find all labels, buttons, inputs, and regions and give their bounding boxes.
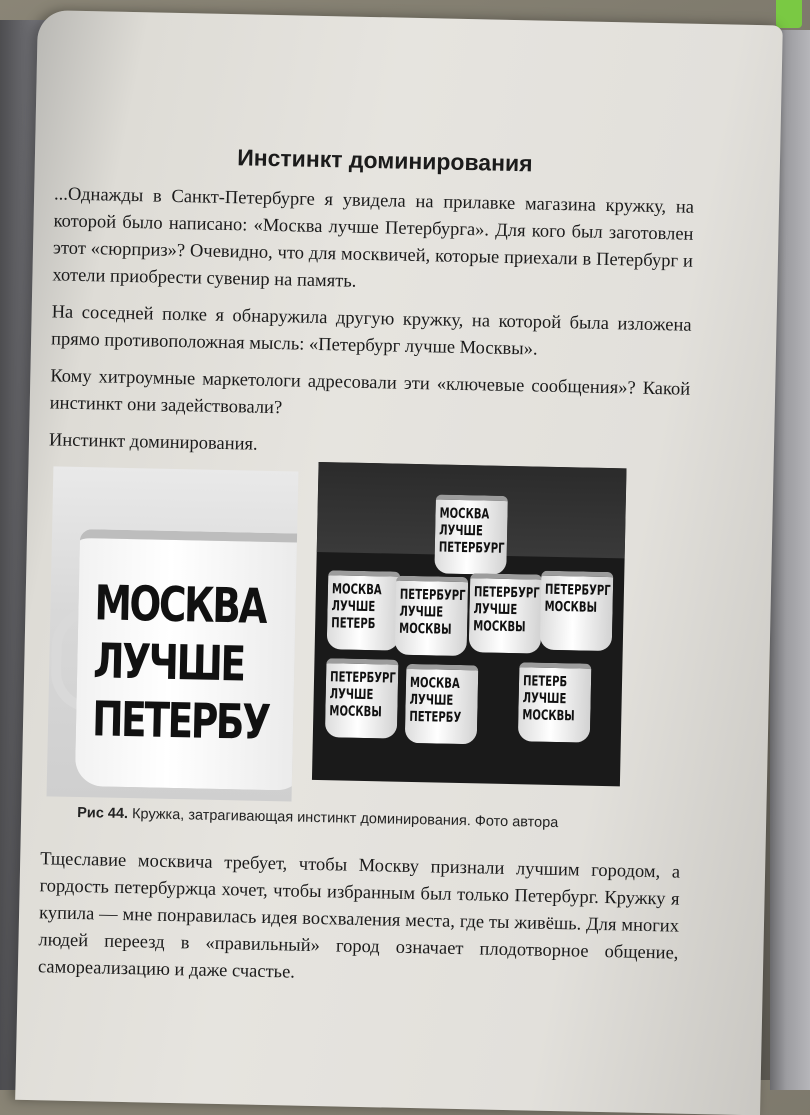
caption-label: Рис 44. — [77, 804, 129, 823]
small-mug-line: ПЕТЕРБУРГ — [438, 539, 505, 557]
small-mug-text — [439, 506, 505, 558]
small-mug — [540, 571, 614, 651]
small-mug-line: МОСКВЫ — [398, 620, 452, 638]
small-mug-line: ПЕТЕРБУ — [409, 708, 462, 727]
mug-big-line-1: МОСКВА — [94, 575, 266, 635]
small-mug-line: ПЕТЕРБУРГ — [544, 581, 611, 600]
small-mug-line: ПЕТЕРБ — [331, 615, 376, 633]
small-mug-line: МОСКВЫ — [473, 618, 526, 636]
small-mug-line: МОСКВА — [439, 505, 490, 523]
photo-mug-stack — [312, 462, 627, 786]
small-mug-line: ПЕТЕРБУРГ — [329, 669, 396, 687]
paragraph-1: ...Однажды в Санкт-Петербурге я увидела на прилавке магазина кружку, на которой было написано: «Москва лучше Петербурга». Для кого был заготовлен этот «сюрприз»? Очевидно, что для москвичей, которые приехали в Петербург и хотели приобрести сувенир на память. — [52, 184, 695, 292]
small-mug-text — [329, 669, 395, 721]
small-mug-line: ЛУЧШЕ — [439, 522, 483, 540]
mug-big-line-3: ПЕТЕРБУ — [91, 691, 270, 751]
paragraph-4: Инстинкт доминирования. — [48, 430, 258, 455]
section-heading: Инстинкт доминирования — [236, 144, 533, 177]
small-mug-line: МОСКВА — [409, 674, 460, 692]
small-mug — [405, 664, 479, 744]
small-mug-text — [409, 675, 475, 727]
small-mug — [469, 573, 543, 653]
small-mug-line: ЛУЧШЕ — [399, 603, 444, 621]
paragraph-closing: Тщеславие москвича требует, чтобы Москву признали лучшим городом, а гордость петербуржца хочет, чтобы избранным был только Петербург. Кружку я купила — мне понравилась идея восхваления места, где ты живёшь. Для многих людей переезд в «правильный» город означает плодотворное общение, самореализацию и даже счастье. — [37, 849, 681, 983]
small-mug — [434, 494, 508, 574]
small-mug — [327, 570, 401, 650]
small-mug-text — [399, 587, 465, 639]
small-mug-line: ЛУЧШЕ — [473, 601, 518, 619]
small-mug — [518, 662, 592, 742]
small-mug — [325, 658, 399, 738]
small-mug-line: ПЕТЕРБ — [522, 673, 568, 691]
small-mug-text — [473, 584, 539, 636]
mug-big-text — [91, 574, 270, 752]
caption-text: Кружка, затрагивающая инстинкт доминирования. Фото автора — [131, 806, 559, 832]
small-mug-text — [544, 582, 609, 617]
small-mug-line: МОСКВЫ — [522, 707, 575, 725]
figure — [41, 466, 688, 817]
small-mug — [395, 576, 469, 656]
small-mug-line: ПЕТЕРБУРГ — [399, 586, 466, 605]
small-mug-line: ЛУЧШЕ — [331, 598, 376, 616]
small-mug-line: ПЕТЕРБУРГ — [473, 584, 540, 602]
small-mug-line: ЛУЧШЕ — [409, 691, 454, 709]
small-mug-line: МОСКВЫ — [544, 598, 598, 616]
small-mug-line: МОСКВЫ — [329, 703, 382, 721]
mug-big-line-2: ЛУЧШЕ — [92, 633, 245, 693]
book-page — [15, 10, 783, 1115]
paragraph-3: Кому хитроумные маркетологи адресовали эти «ключевые сообщения»? Какой инстинкт они задействовали? — [49, 366, 691, 419]
photo-single-mug — [47, 466, 299, 801]
page-content — [37, 140, 695, 1004]
small-mug-line: МОСКВА — [331, 581, 382, 599]
small-mug-text — [522, 673, 588, 725]
small-mug-text — [331, 581, 397, 633]
mug-big — [75, 529, 299, 791]
bookmark-tab — [776, 0, 802, 28]
paragraph-2: На соседней полке я обнаружила другую кружку, на которой была изложена прямо противоположная мысль: «Петербург лучше Москвы». — [50, 302, 692, 360]
small-mug-line: ЛУЧШЕ — [522, 690, 567, 708]
small-mug-line: ЛУЧШЕ — [329, 686, 374, 704]
